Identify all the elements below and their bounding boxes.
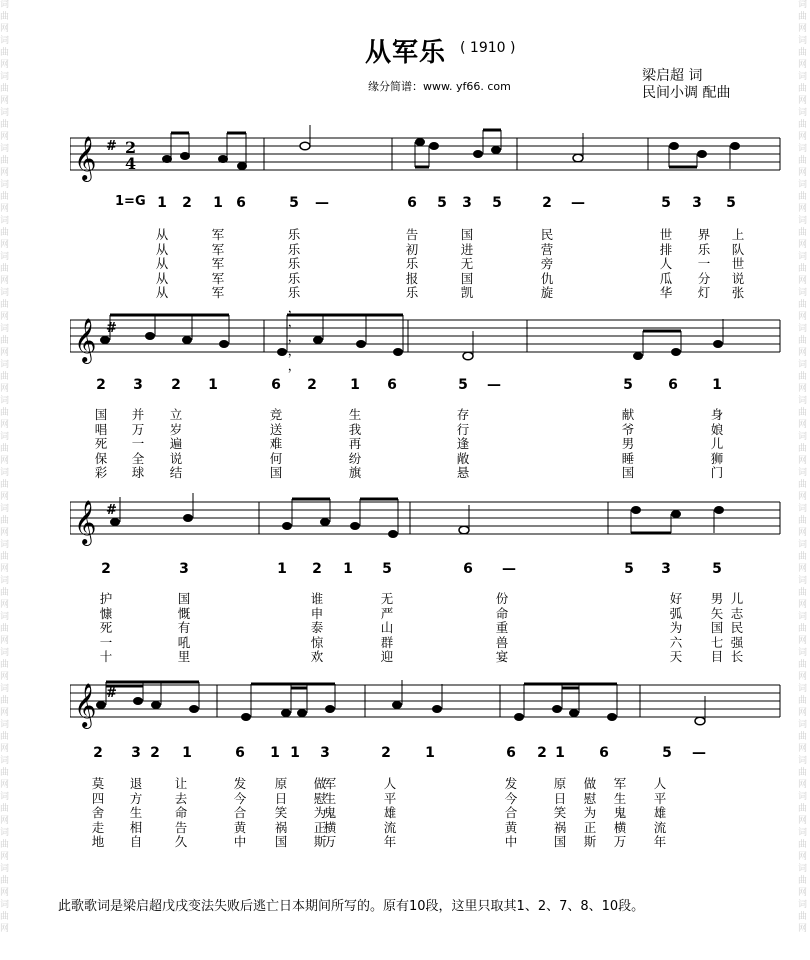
watermark-char: 曲: [0, 480, 10, 490]
watermark-char: 曲: [0, 552, 10, 562]
watermark-char: 网: [0, 600, 10, 610]
lyric-column: 军 军 军 军 军: [211, 227, 225, 300]
watermark-char: 曲: [0, 120, 10, 130]
lyric-column: 原 日 笑 祸 国: [274, 776, 288, 849]
lyric-column: 儿 志 民 强 长: [730, 591, 744, 664]
lyric-column: 并 万 一 全 球: [131, 407, 145, 480]
lyric-column: 上 队 世 说 张: [731, 227, 745, 300]
watermark-char: 词: [0, 180, 10, 190]
note-number: 5: [382, 561, 392, 577]
lyric-column: 份 命 重 兽 宴: [495, 591, 509, 664]
watermark-char: 网: [0, 96, 10, 106]
watermark-char: 网: [798, 384, 808, 394]
watermark-char: 网: [0, 924, 10, 934]
watermark-char: 网: [798, 672, 808, 682]
watermark-char: 网: [798, 240, 808, 250]
note-number: 3: [692, 195, 702, 211]
watermark-char: 词: [0, 468, 10, 478]
lyric-column: 立 岁 遍 说 结: [169, 407, 183, 480]
watermark-char: 曲: [0, 408, 10, 418]
watermark-char: 网: [798, 132, 808, 142]
watermark-char: 曲: [798, 48, 808, 58]
watermark-char: 网: [0, 852, 10, 862]
watermark-char: 曲: [798, 624, 808, 634]
note-number: 1: [290, 745, 300, 761]
watermark-char: 网: [0, 240, 10, 250]
watermark-char: 曲: [0, 264, 10, 274]
watermark-char: 网: [0, 132, 10, 142]
watermark-char: 词: [0, 324, 10, 334]
note-number: 1: [343, 561, 353, 577]
watermark-char: 网: [0, 348, 10, 358]
svg-text:𝄞: 𝄞: [74, 318, 97, 362]
svg-text:𝄞: 𝄞: [74, 136, 97, 180]
watermark-char: 曲: [0, 696, 10, 706]
note-number: 1: [712, 377, 722, 393]
staff-system-2: [70, 307, 785, 367]
watermark-char: 词: [0, 0, 10, 10]
watermark-char: 词: [798, 432, 808, 442]
watermark-char: 网: [0, 564, 10, 574]
watermark-char: 网: [798, 456, 808, 466]
watermark-char: 词: [798, 360, 808, 370]
lyric-column: 莫 四 舍 走 地: [91, 776, 105, 849]
lyric-column: 告 初 乐 报 乐: [405, 227, 419, 300]
watermark-char: 词: [798, 756, 808, 766]
watermark-char: 曲: [0, 876, 10, 886]
watermark-char: 曲: [798, 192, 808, 202]
lyric-column: 人 平 雄 流 年: [383, 776, 397, 849]
watermark-char: 曲: [0, 732, 10, 742]
watermark-char: 网: [798, 564, 808, 574]
lyric-column: 发 今 合 黄 中: [504, 776, 518, 849]
note-number: 2: [150, 745, 160, 761]
watermark-char: 曲: [0, 444, 10, 454]
lyric-column: 发 今 合 黄 中: [233, 776, 247, 849]
watermark-char: 词: [0, 864, 10, 874]
time-sig-top: 2: [125, 138, 137, 157]
watermark-char: 网: [798, 60, 808, 70]
watermark-char: 网: [0, 744, 10, 754]
watermark-char: 词: [0, 576, 10, 586]
watermark-char: 网: [0, 312, 10, 322]
note-number: 3: [131, 745, 141, 761]
time-sig-bottom: 4: [125, 154, 137, 173]
note-number: 2: [182, 195, 192, 211]
lyric-column: 谁 申 泰 惊 欢: [310, 591, 324, 664]
note-number: 2: [171, 377, 181, 393]
watermark-char: 词: [798, 720, 808, 730]
watermark-char: 曲: [798, 732, 808, 742]
note-number: 1: [213, 195, 223, 211]
source-line: 缘分简谱：www. yf66. com: [368, 80, 511, 93]
watermark-char: 网: [0, 672, 10, 682]
lyric-column: 身 娘 儿 狮 门: [710, 407, 724, 480]
watermark-char: 词: [798, 576, 808, 586]
watermark-char: 网: [798, 528, 808, 538]
lyric-column: 退 方 生 相 自: [129, 776, 143, 849]
watermark-char: 曲: [0, 228, 10, 238]
note-number: 6: [387, 377, 397, 393]
lyric-column: 国 唱 死 保 彩: [94, 407, 108, 480]
lyric-column: 男 矢 国 七 目: [710, 591, 724, 664]
svg-text:#: #: [106, 139, 117, 154]
note-number: 1: [555, 745, 565, 761]
note-number: 2: [312, 561, 322, 577]
watermark-char: 词: [798, 612, 808, 622]
note-number: 6: [235, 745, 245, 761]
lyric-column: 好 弧 为 六 天: [669, 591, 683, 664]
note-number: 6: [506, 745, 516, 761]
watermark-char: 网: [798, 348, 808, 358]
note-number: 6: [407, 195, 417, 211]
lyric-column: 人 平 雄 流 年: [653, 776, 667, 849]
watermark-char: 网: [798, 744, 808, 754]
watermark-char: 曲: [0, 912, 10, 922]
footnote: 此歌歌词是梁启超戊戌变法失败后逃亡日本期间所写的。原有10段，这里只取其1、2、7、8、10段。: [58, 899, 645, 914]
note-number: 3: [462, 195, 472, 211]
watermark-char: 曲: [0, 840, 10, 850]
watermark-char: 曲: [0, 48, 10, 58]
watermark-char: 词: [0, 540, 10, 550]
watermark-char: 网: [798, 96, 808, 106]
watermark-char: 词: [0, 612, 10, 622]
watermark-char: 网: [798, 780, 808, 790]
note-number: 3: [661, 561, 671, 577]
sustain-dash: —: [502, 561, 516, 577]
note-number: 5: [662, 745, 672, 761]
watermark-char: 网: [0, 204, 10, 214]
watermark-char: 网: [798, 924, 808, 934]
watermark-char: 词: [798, 504, 808, 514]
sustain-dash: —: [692, 745, 706, 761]
watermark-char: 曲: [798, 120, 808, 130]
watermark-char: 曲: [798, 588, 808, 598]
watermark-char: 曲: [798, 12, 808, 22]
watermark-char: 曲: [0, 624, 10, 634]
watermark-char: 网: [798, 636, 808, 646]
note-number: 5: [726, 195, 736, 211]
watermark-char: 词: [0, 504, 10, 514]
watermark-char: 曲: [0, 768, 10, 778]
watermark-char: 词: [798, 540, 808, 550]
watermark-char: 词: [0, 756, 10, 766]
watermark-char: 词: [798, 792, 808, 802]
watermark-char: 曲: [0, 372, 10, 382]
watermark-char: 曲: [798, 336, 808, 346]
note-number: 5: [458, 377, 468, 393]
watermark-char: 词: [798, 828, 808, 838]
lyric-column: 存 行 逢 敞 悬: [456, 407, 470, 480]
watermark-char: 曲: [798, 840, 808, 850]
lyric-column: 民 营 旁 仇 旋: [540, 227, 554, 300]
watermark-char: 曲: [798, 480, 808, 490]
lyricist-credit: 梁启超 词: [642, 68, 703, 84]
watermark-char: 词: [798, 180, 808, 190]
lyric-column: 军 生 鬼 横 万: [613, 776, 627, 849]
watermark-char: 词: [798, 468, 808, 478]
note-number: 5: [492, 195, 502, 211]
lyric-column: 国 慨 有 吼 里: [177, 591, 191, 664]
watermark-char: 曲: [0, 516, 10, 526]
watermark-char: 词: [798, 864, 808, 874]
watermark-char: 词: [0, 828, 10, 838]
watermark-char: 曲: [798, 228, 808, 238]
watermark-char: 网: [798, 24, 808, 34]
watermark-char: 词: [798, 108, 808, 118]
watermark-char: 词: [798, 684, 808, 694]
note-number: 2: [93, 745, 103, 761]
watermark-char: 网: [0, 24, 10, 34]
watermark-char: 词: [798, 288, 808, 298]
lyric-column: 竞 送 难 何 国: [269, 407, 283, 480]
watermark-char: 曲: [0, 588, 10, 598]
song-year: ( 1910 ): [460, 40, 516, 56]
key-signature: 1=G: [115, 194, 146, 209]
note-number: 1: [157, 195, 167, 211]
note-number: 3: [179, 561, 189, 577]
watermark-char: 词: [798, 144, 808, 154]
watermark-char: 词: [0, 108, 10, 118]
watermark-char: 曲: [798, 696, 808, 706]
note-number: 3: [133, 377, 143, 393]
note-number: 6: [463, 561, 473, 577]
watermark-char: 曲: [0, 300, 10, 310]
watermark-char: 网: [0, 888, 10, 898]
watermark-char: 词: [0, 144, 10, 154]
svg-text:#: #: [106, 503, 117, 518]
watermark-char: 网: [798, 420, 808, 430]
watermark-char: 曲: [798, 804, 808, 814]
watermark-char: 词: [798, 648, 808, 658]
note-number: 6: [236, 195, 246, 211]
lyric-column: 做 慰 为 正 斯: [313, 776, 327, 849]
lyric-column: 生 我 再 纷 旗: [348, 407, 362, 480]
staff-system-1: [70, 125, 785, 185]
watermark-char: 曲: [0, 660, 10, 670]
watermark-char: 曲: [0, 336, 10, 346]
note-number: 1: [350, 377, 360, 393]
note-number: 1: [277, 561, 287, 577]
watermark-char: 网: [798, 276, 808, 286]
note-number: 1: [425, 745, 435, 761]
lyric-column: 乐 乐 乐 乐 乐 ， ， ， ， ，: [287, 227, 301, 373]
watermark-char: 网: [798, 492, 808, 502]
watermark-char: 网: [0, 492, 10, 502]
note-number: 2: [381, 745, 391, 761]
sustain-dash: —: [487, 377, 501, 393]
watermark-char: 词: [798, 396, 808, 406]
watermark-char: 网: [0, 636, 10, 646]
lyric-column: 国 进 无 国 凯: [460, 227, 474, 300]
note-number: 5: [624, 561, 634, 577]
watermark-char: 网: [0, 528, 10, 538]
watermark-char: 曲: [798, 768, 808, 778]
svg-text:𝄞: 𝄞: [74, 500, 97, 544]
watermark-char: 曲: [798, 84, 808, 94]
lyric-column: 无 严 山 群 迎: [380, 591, 394, 664]
lyric-column: 界 乐 一 分 灯: [697, 227, 711, 300]
watermark-char: 词: [0, 72, 10, 82]
watermark-char: 网: [798, 168, 808, 178]
sustain-dash: —: [315, 195, 329, 211]
watermark-char: 曲: [798, 552, 808, 562]
note-number: 5: [712, 561, 722, 577]
watermark-char: 词: [0, 900, 10, 910]
watermark-char: 网: [0, 780, 10, 790]
watermark-char: 曲: [798, 444, 808, 454]
watermark-char: 曲: [798, 408, 808, 418]
note-number: 2: [542, 195, 552, 211]
lyric-column: 军 生 鬼 横 万: [323, 776, 337, 849]
note-number: 5: [289, 195, 299, 211]
side-watermark-right: [798, 0, 810, 960]
song-title: 从军乐: [365, 38, 447, 68]
note-number: 5: [623, 377, 633, 393]
watermark-char: 曲: [0, 804, 10, 814]
watermark-char: 网: [798, 312, 808, 322]
watermark-char: 网: [0, 420, 10, 430]
note-number: 6: [668, 377, 678, 393]
watermark-char: 网: [0, 816, 10, 826]
staff-system-3: [70, 489, 785, 549]
note-number: 3: [320, 745, 330, 761]
watermark-char: 词: [0, 396, 10, 406]
lyric-column: 从 从 从 从 从: [155, 227, 169, 300]
watermark-char: 词: [798, 36, 808, 46]
watermark-char: 曲: [0, 156, 10, 166]
note-number: 2: [537, 745, 547, 761]
watermark-char: 网: [0, 60, 10, 70]
note-number: 1: [270, 745, 280, 761]
watermark-char: 词: [0, 360, 10, 370]
lyric-column: 让 去 命 告 久: [174, 776, 188, 849]
lyric-column: 做 慰 为 正 斯: [583, 776, 597, 849]
watermark-char: 网: [0, 168, 10, 178]
watermark-char: 曲: [0, 12, 10, 22]
watermark-char: 网: [0, 456, 10, 466]
watermark-char: 网: [798, 708, 808, 718]
note-number: 1: [208, 377, 218, 393]
watermark-char: 词: [798, 72, 808, 82]
watermark-char: 词: [798, 0, 808, 10]
svg-text:#: #: [106, 686, 117, 701]
note-number: 5: [437, 195, 447, 211]
watermark-char: 曲: [798, 300, 808, 310]
note-number: 6: [271, 377, 281, 393]
watermark-char: 曲: [798, 912, 808, 922]
watermark-char: 词: [0, 720, 10, 730]
watermark-char: 词: [0, 792, 10, 802]
watermark-char: 词: [798, 900, 808, 910]
watermark-char: 网: [798, 888, 808, 898]
watermark-char: 词: [0, 648, 10, 658]
side-watermark-left: [0, 0, 12, 960]
lyric-column: 护 慷 死 一 十: [99, 591, 113, 664]
staff-system-4: [70, 672, 785, 732]
watermark-char: 词: [798, 216, 808, 226]
watermark-char: 网: [0, 384, 10, 394]
watermark-char: 词: [0, 36, 10, 46]
note-number: 2: [307, 377, 317, 393]
lyric-column: 世 排 人 瓜 华: [659, 227, 673, 300]
watermark-char: 网: [0, 708, 10, 718]
watermark-char: 词: [0, 216, 10, 226]
watermark-char: 网: [798, 852, 808, 862]
note-number: 2: [101, 561, 111, 577]
watermark-char: 网: [798, 816, 808, 826]
watermark-char: 曲: [798, 876, 808, 886]
watermark-char: 词: [0, 432, 10, 442]
watermark-char: 词: [0, 288, 10, 298]
watermark-char: 曲: [798, 372, 808, 382]
watermark-char: 曲: [0, 192, 10, 202]
svg-text:𝄞: 𝄞: [74, 683, 97, 727]
watermark-char: 词: [798, 252, 808, 262]
watermark-char: 词: [798, 324, 808, 334]
watermark-char: 曲: [798, 516, 808, 526]
watermark-char: 曲: [798, 264, 808, 274]
lyric-column: 原 日 笑 祸 国: [553, 776, 567, 849]
lyric-column: 献 爷 男 睡 国: [621, 407, 635, 480]
watermark-char: 曲: [798, 660, 808, 670]
note-number: 1: [182, 745, 192, 761]
note-number: 2: [96, 377, 106, 393]
watermark-char: 曲: [798, 156, 808, 166]
note-number: 5: [661, 195, 671, 211]
sustain-dash: —: [571, 195, 585, 211]
watermark-char: 词: [0, 252, 10, 262]
watermark-char: 词: [0, 684, 10, 694]
note-number: 6: [599, 745, 609, 761]
watermark-char: 曲: [0, 84, 10, 94]
composer-credit: 民间小调 配曲: [642, 85, 731, 101]
watermark-char: 网: [798, 204, 808, 214]
watermark-char: 网: [0, 276, 10, 286]
svg-text:#: #: [106, 321, 117, 336]
watermark-char: 网: [798, 600, 808, 610]
